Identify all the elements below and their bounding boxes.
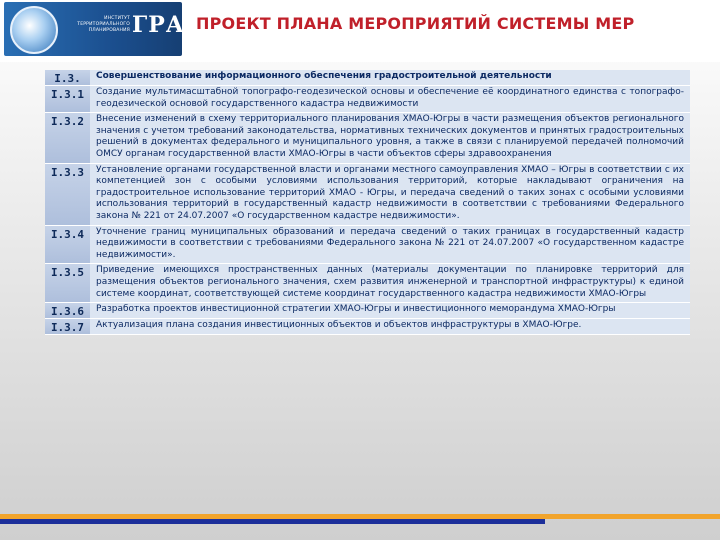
table-row <box>45 86 690 113</box>
row-code: I.3.3 <box>45 164 90 225</box>
row-text: Приведение имеющихся пространственных данных (материалы документации по планировке территорий для размещения объектов регионального значения, схем развития инженерной и транспортной инфраструктуры) к единой системе координат, соответствующей системе координат государственного кадастра недвижимости ХМАО-Югры <box>90 264 690 302</box>
row-text: Совершенствование информационного обеспечения градостроительной деятельности <box>90 70 690 85</box>
table-row <box>45 113 690 163</box>
measures-table <box>45 70 690 335</box>
row-text: Внесение изменений в схему территориального планирования ХМАО-Югры в части размещения объектов регионального значения с учетом требований законодательства, нормативных технических документов и принятых градостроительных решений в документах федерального и муниципального уровня, а также в связи с планируемой передачей полномочий ОМСУ органам государственной власти ХМАО-Югры в части объектов сферы здравоохранения <box>90 113 690 162</box>
row-text: Установление органами государственной власти и органами местного самоуправления ХМАО – Югры в соответствии с их компетенцией зон с особыми условиями использования территорий, которые накладывают ограничения на градостроительное использование территорий ХМАО - Югры, и передача сведений о таких зонах с особыми условиями использования территорий в государственный кадастр недвижимости в соответствии с требованиями Федерального закона № 221 от 24.07.2007 «О государственном кадастре недвижимости». <box>90 164 690 225</box>
logo-title: ГРАД <box>132 12 206 38</box>
row-text: Разработка проектов инвестиционной стратегии ХМАО-Югры и инвестиционного меморандума ХМАО-Югры <box>90 303 690 318</box>
row-code: I.3.4 <box>45 226 90 264</box>
table-row <box>45 226 690 265</box>
header <box>0 0 720 62</box>
row-code: I.3.1 <box>45 86 90 112</box>
page-title: ПРОЕКТ ПЛАНА МЕРОПРИЯТИЙ СИСТЕМЫ МЕР <box>196 14 635 33</box>
globe-icon <box>10 6 58 54</box>
logo-subtitle: ИНСТИТУТ ТЕРРИТОРИАЛЬНОГО ПЛАНИРОВАНИЯ <box>77 16 130 33</box>
row-code: I.3.2 <box>45 113 90 162</box>
table-row <box>45 303 690 319</box>
table-row <box>45 164 690 226</box>
table-row <box>45 319 690 335</box>
row-code: I.3.7 <box>45 319 90 334</box>
row-code: I.3.5 <box>45 264 90 302</box>
footer-stripe-blue <box>0 519 545 524</box>
table-row <box>45 70 690 86</box>
table-row <box>45 264 690 303</box>
row-code: I.3. <box>45 70 90 85</box>
row-text: Создание мультимасштабной топографо-геодезической основы и обеспечение её координатного единства с топографо-геодезической основой государственного кадастра недвижимости <box>90 86 690 112</box>
row-code: I.3.6 <box>45 303 90 318</box>
institute-logo <box>4 2 206 56</box>
row-text: Уточнение границ муниципальных образований и передача сведений о таких границах в государственный кадастр недвижимости в соответствии с требованиями Федерального закона № 221 от 24.07.2007 «О государственном кадастре недвижимости». <box>90 226 690 264</box>
row-text: Актуализация плана создания инвестиционных объектов и объектов инфраструктуры в ХМАО-Югре. <box>90 319 690 334</box>
